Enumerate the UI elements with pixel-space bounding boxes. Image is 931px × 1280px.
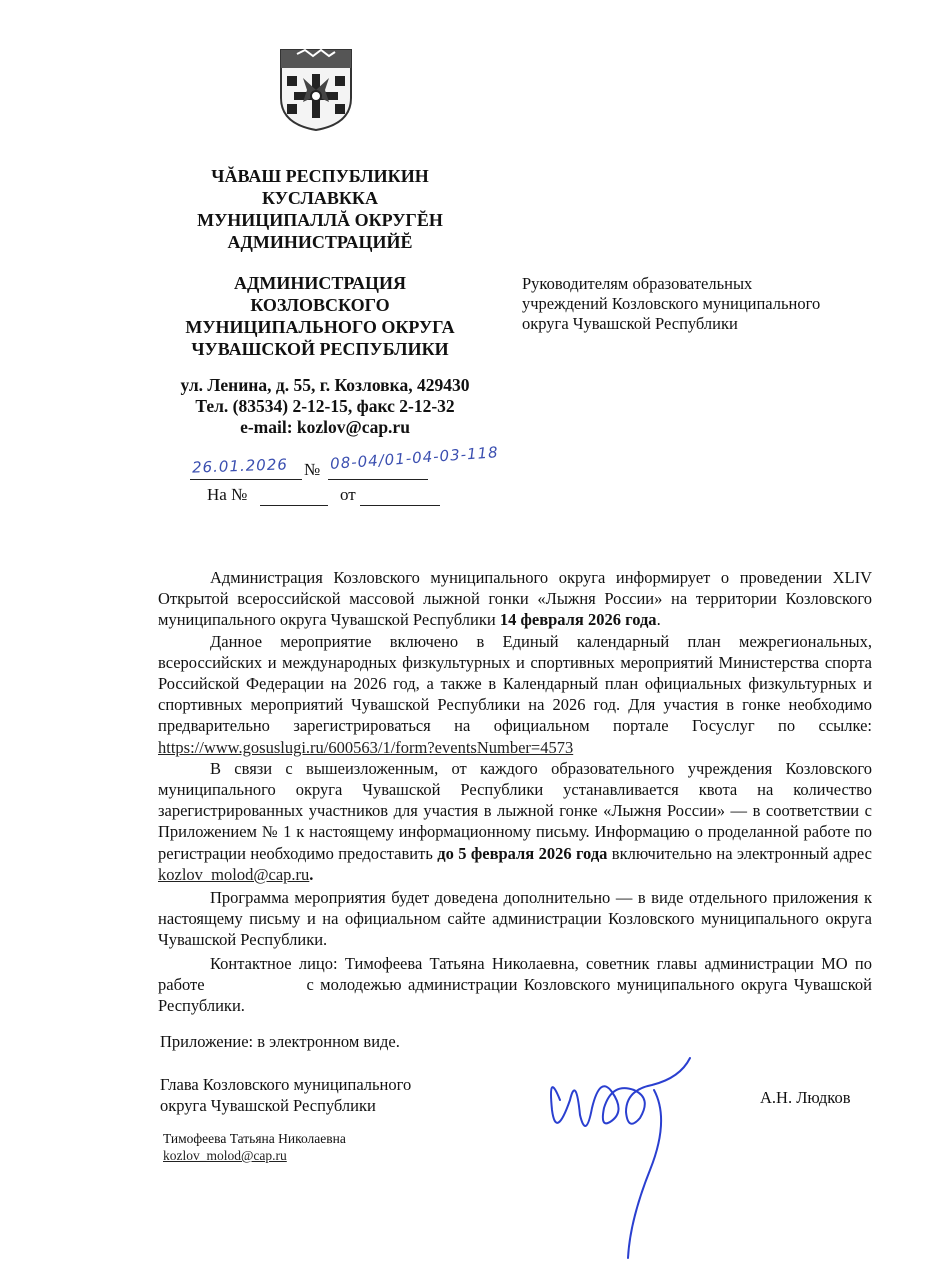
number-label: № [304, 460, 321, 479]
executor-block [163, 1130, 346, 1164]
na-label: На № [207, 485, 248, 504]
letter-body [158, 567, 877, 1016]
date-underline [190, 479, 302, 480]
paragraph-1 [158, 567, 872, 631]
signatory-name: А.Н. Людков [760, 1088, 851, 1107]
executor-email-link[interactable]: kozlov_molod@cap.ru [163, 1148, 287, 1163]
deadline-bold: до 5 февраля 2026 года [437, 843, 608, 863]
recipient-line-3: округа Чувашской Республики [522, 314, 738, 333]
attachment-note: Приложение: в электронном виде. [160, 1032, 400, 1051]
na-underline [260, 505, 328, 506]
handwritten-signature [530, 1030, 730, 1265]
ot-underline [360, 505, 440, 506]
address-block [150, 375, 500, 438]
signatory-title [160, 1074, 480, 1116]
paragraph-3-text: В связи с вышеизложенным, от каждого образовательного учреждения Козловского муниципального округа Чувашской Республики устанавливается квота на количество зарегистрированных участников для участия в лыжной гонке «Лыжня России» — в соответствии с Приложением № 1 к настоящему информационному письму. Информацию о проделанной работе по регистрации необходимо предоставить [158, 758, 872, 863]
chuvash-header-line-1: ЧĂВАШ РЕСПУБЛИКИН [211, 166, 429, 186]
russian-header-line-4: ЧУВАШСКОЙ РЕСПУБЛИКИ [191, 339, 449, 359]
paragraph-4-text: Программа мероприятия будет доведена дополнительно — в виде отдельного приложения к настоящему письму и на официальном сайте администрации Козловского муниципального округа Чувашской Республики. [158, 888, 872, 950]
signatory-title-line-1: Глава Козловского муниципального [160, 1075, 412, 1094]
russian-header-line-1: АДМИНИСТРАЦИЯ [233, 273, 407, 293]
registration-block [190, 443, 570, 515]
gosuslugi-link[interactable]: https://www.gosuslugi.ru/600563/1/form?eventsNumber=4573 [158, 737, 574, 757]
paragraph-2 [158, 631, 872, 758]
handwritten-number: 08-04/01-04-03-118 [329, 443, 500, 473]
recipient-line-1: Руководителям образовательных [522, 274, 753, 293]
paragraph-1-end: . [656, 610, 661, 630]
paragraph-3-end: . [309, 864, 314, 884]
paragraph-4 [158, 887, 872, 951]
coat-of-arms-emblem [277, 46, 355, 132]
address-street: ул. Ленина, д. 55, г. Козловка, 429430 [180, 375, 470, 395]
russian-header [170, 272, 470, 360]
paragraph-5 [158, 953, 877, 1017]
executor-name: Тимофеева Татьяна Николаевна [163, 1131, 346, 1146]
chuvash-header-line-3: МУНИЦИПАЛЛĂ ОКРУГĔН [197, 210, 443, 230]
paragraph-2-text: Данное мероприятие включено в Единый календарный план межрегиональных, всероссийских и международных физкультурных и спортивных мероприятий Министерства спорта Российской Федерации на 2026 год, а также в Календарный план официальных физкультурных и спортивных мероприятий Чувашской Республики на 2026 год. Для участия в гонке необходимо предварительно зарегистрироваться на официальном портале Госуслуг по ссылке: [158, 631, 872, 736]
paragraph-3 [158, 758, 872, 885]
signatory-title-line-2: округа Чувашской Республики [160, 1096, 376, 1115]
paragraph-1-text: Администрация Козловского муниципального округа информирует о проведении XLIV Открытой всероссийской массовой лыжной гонки «Лыжня России» на территории Козловского муниципального округа Чувашской Республики [158, 568, 872, 630]
chuvash-header-line-4: АДМИНИСТРАЦИЙĔ [227, 232, 413, 252]
email-link[interactable]: kozlov_molod@cap.ru [158, 864, 310, 884]
address-phone: Тел. (83534) 2-12-15, факс 2-12-32 [195, 396, 455, 416]
chuvash-header [170, 165, 470, 253]
paragraph-3-mid: включительно на электронный адрес [607, 843, 872, 863]
recipient-line-2: учреждений Козловского муниципального [522, 294, 821, 313]
russian-header-line-3: МУНИЦИПАЛЬНОГО ОКРУГА [185, 317, 455, 337]
chuvash-header-line-2: КУСЛАВККА [262, 188, 378, 208]
address-email: e-mail: kozlov@cap.ru [240, 417, 410, 437]
russian-header-line-2: КОЗЛОВСКОГО [250, 295, 390, 315]
recipient-block [522, 274, 902, 334]
ot-label: от [340, 485, 356, 504]
event-date-bold: 14 февраля 2026 года [499, 610, 657, 630]
number-underline [328, 479, 428, 480]
paragraph-5-text: Контактное лицо: Тимофеева Татьяна Николаевна, советник главы администрации МО по работе с молодежью администрации Козловского муниципального округа Чувашской Республики. [158, 953, 877, 1016]
handwritten-date: 26.01.2026 [191, 455, 289, 477]
